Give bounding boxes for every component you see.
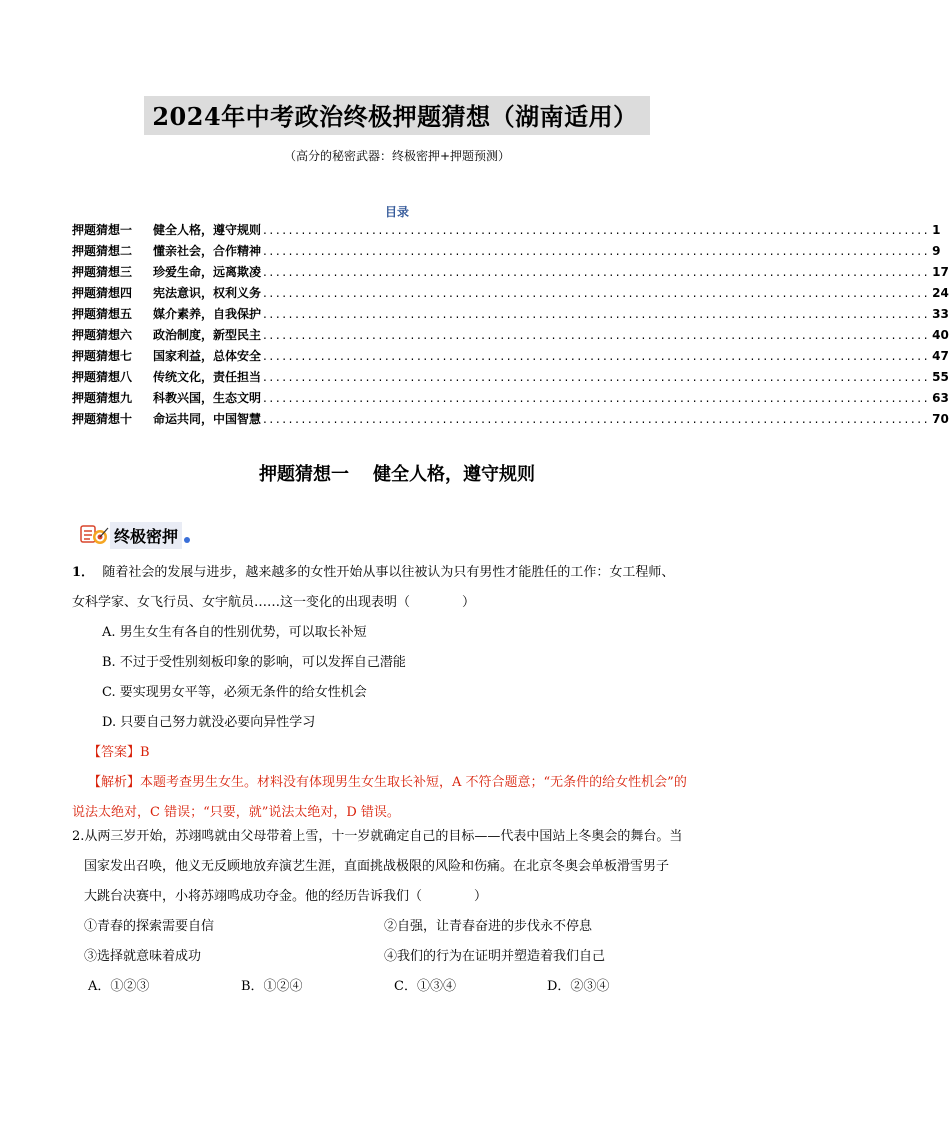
badge-dot bbox=[184, 537, 190, 543]
toc-item[interactable]: 押题猜想七 国家利益，总体安全 ........................................................................................................ 47 bbox=[72, 349, 949, 363]
table-of-contents bbox=[72, 221, 949, 431]
statement: ④我们的行为在证明并塑造着我们自己 bbox=[384, 949, 606, 964]
toc-item[interactable]: 押题猜想六 政治制度，新型民主 ........................................................................................................ 40 bbox=[72, 328, 949, 342]
question-stem: 国家发出召唤，他义无反顾地放弃演艺生涯，直面挑战极限的风险和伤痛。在北京冬奥会单板滑雪男子 bbox=[84, 859, 670, 874]
analysis-text: 说法太绝对，C 错误；“只要，就”说法太绝对，D 错误。 bbox=[72, 805, 400, 820]
question-stem: 2.从两三岁开始，苏翊鸣就由父母带着上雪，十一岁就确定自己的目标——代表中国站上冬奥会的舞台。当 bbox=[72, 829, 683, 844]
toc-page-number: 47 bbox=[932, 349, 949, 363]
toc-leader-dots: ........................................................................................................ bbox=[263, 349, 931, 363]
option-d[interactable]: D. 只要自己努力就没必要向异性学习 bbox=[102, 715, 316, 730]
toc-item[interactable]: 押题猜想五 媒介素养，自我保护 ........................................................................................................ 33 bbox=[72, 307, 949, 321]
toc-leader-dots: ........................................................................................................ bbox=[263, 244, 931, 258]
toc-item[interactable]: 押题猜想三 珍爱生命，远离欺凌 ........................................................................................................ 17 bbox=[72, 265, 949, 279]
toc-page-number: 24 bbox=[932, 286, 949, 300]
option-c[interactable]: C. 要实现男女平等，必须无条件的给女性机会 bbox=[102, 685, 367, 700]
toc-item[interactable]: 押题猜想九 科教兴国，生态文明 ........................................................................................................ 63 bbox=[72, 391, 949, 405]
question-stem: 大跳台决赛中，小将苏翊鸣成功夺金。他的经历告诉我们（ ） bbox=[84, 889, 488, 904]
statement: ②自强，让青春奋进的步伐永不停息 bbox=[384, 919, 593, 934]
toc-item[interactable]: 押题猜想四 宪法意识，权利义务 ........................................................................................................ 24 bbox=[72, 286, 949, 300]
toc-item[interactable]: 押题猜想一 健全人格，遵守规则 ........................................................................................................ 1 bbox=[72, 223, 941, 237]
toc-heading: 目录 bbox=[384, 205, 409, 219]
section-badge bbox=[80, 521, 190, 549]
badge-label: 终极密押 bbox=[110, 522, 182, 549]
choice-a[interactable]: A．①②③ bbox=[88, 979, 150, 994]
toc-leader-dots: ........................................................................................................ bbox=[263, 265, 931, 279]
section-title: 押题猜想一 健全人格，遵守规则 bbox=[259, 464, 535, 485]
question-stem: 随着社会的发展与进步，越来越多的女性开始从事以往被认为只有男性才能胜任的工作：女工程师、 bbox=[102, 565, 675, 580]
document-title: 2024年中考政治终极押题猜想（湖南适用） bbox=[144, 96, 649, 135]
answer-label: 【答案】B bbox=[88, 745, 150, 760]
question-1 bbox=[72, 558, 722, 828]
toc-leader-dots: ........................................................................................................ bbox=[263, 286, 931, 300]
toc-leader-dots: ........................................................................................................ bbox=[263, 307, 931, 321]
target-icon bbox=[80, 522, 110, 548]
toc-leader-dots: ........................................................................................................ bbox=[263, 391, 931, 405]
toc-leader-dots: ........................................................................................................ bbox=[263, 328, 931, 342]
toc-item[interactable]: 押题猜想八 传统文化，责任担当 ........................................................................................................ 55 bbox=[72, 370, 949, 384]
question-stem: 女科学家、女飞行员、女宇航员……这一变化的出现表明（ ） bbox=[72, 595, 476, 610]
option-a[interactable]: A. 男生女生有各自的性别优势，可以取长补短 bbox=[102, 625, 367, 640]
toc-page-number: 55 bbox=[932, 370, 949, 384]
question-number: 1． bbox=[72, 565, 95, 580]
toc-page-number: 17 bbox=[932, 265, 949, 279]
option-b[interactable]: B. 不过于受性别刻板印象的影响，可以发挥自己潜能 bbox=[102, 655, 406, 670]
toc-page-number: 63 bbox=[932, 391, 949, 405]
toc-page-number: 33 bbox=[932, 307, 949, 321]
choice-d[interactable]: D．②③④ bbox=[547, 979, 610, 994]
statement: ③选择就意味着成功 bbox=[84, 949, 202, 964]
question-2 bbox=[72, 822, 722, 1002]
toc-item[interactable]: 押题猜想二 懂亲社会，合作精神 ........................................................................................................ 9 bbox=[72, 244, 941, 258]
toc-page-number: 9 bbox=[932, 244, 941, 258]
choice-b[interactable]: B．①②④ bbox=[241, 979, 303, 994]
toc-page-number: 40 bbox=[932, 328, 949, 342]
toc-leader-dots: ........................................................................................................ bbox=[263, 412, 931, 426]
choice-c[interactable]: C．①③④ bbox=[394, 979, 456, 994]
toc-item[interactable]: 押题猜想十 命运共同，中国智慧 ........................................................................................................ 70 bbox=[72, 412, 949, 426]
toc-page-number: 1 bbox=[932, 223, 941, 237]
document-subtitle: （高分的秘密武器：终极密押+押题预测） bbox=[283, 149, 511, 163]
toc-leader-dots: ........................................................................................................ bbox=[263, 370, 931, 384]
statement: ①青春的探索需要自信 bbox=[84, 919, 215, 934]
analysis-text: 【解析】本题考查男生女生。材料没有体现男生女生取长补短，A 不符合题意；“无条件的给女性机会”的 bbox=[88, 775, 687, 790]
toc-leader-dots: ........................................................................................................ bbox=[263, 223, 931, 237]
toc-page-number: 70 bbox=[932, 412, 949, 426]
